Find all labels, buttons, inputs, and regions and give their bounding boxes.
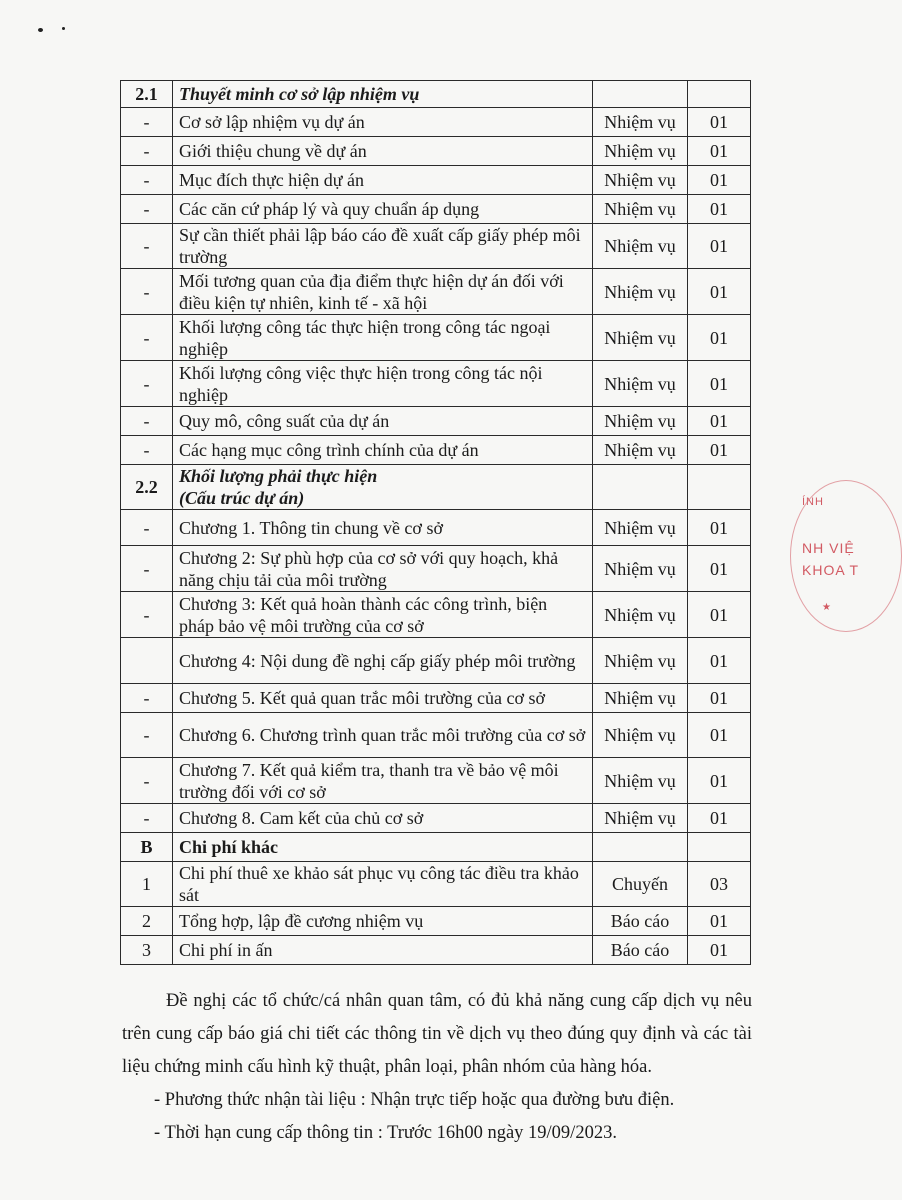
row-description: Mối tương quan của địa điểm thực hiện dự án đối với điều kiện tự nhiên, kinh tế - xã hội [173, 269, 593, 315]
table-row [121, 361, 751, 407]
row-description: Khối lượng công tác thực hiện trong công tác ngoại nghiệp [173, 315, 593, 361]
row-number: - [121, 269, 173, 315]
row-number: - [121, 436, 173, 465]
row-quantity: 01 [688, 684, 751, 713]
row-quantity [688, 465, 751, 510]
red-seal-stamp: ÍNH NH VIỆ KHOA T ★ [780, 480, 860, 640]
row-unit: Báo cáo [593, 936, 688, 965]
scan-speck [38, 28, 43, 32]
request-text: Đề nghị các tổ chức/cá nhân quan tâm, có đủ khả năng cung cấp dịch vụ nêu trên cung cấp báo giá chi tiết các thông tin về dịch vụ theo đúng quy định và các tài liệu chứng minh cấu hình kỹ thuật, phân loại, phân nhóm của hàng hóa. [122, 991, 752, 1077]
row-unit: Chuyến [593, 862, 688, 907]
table-row [121, 315, 751, 361]
table-row [121, 465, 751, 510]
table-row [121, 510, 751, 546]
table-row [121, 137, 751, 166]
row-description: Chương 1. Thông tin chung về cơ sở [173, 510, 593, 546]
table-row [121, 907, 751, 936]
row-number: - [121, 713, 173, 758]
row-unit: Nhiệm vụ [593, 269, 688, 315]
row-unit: Nhiệm vụ [593, 166, 688, 195]
row-number: - [121, 684, 173, 713]
row-unit: Nhiệm vụ [593, 407, 688, 436]
row-description: Chương 5. Kết quả quan trắc môi trường của cơ sở [173, 684, 593, 713]
table-row [121, 224, 751, 269]
row-description: Chương 6. Chương trình quan trắc môi trường của cơ sở [173, 713, 593, 758]
table-row [121, 833, 751, 862]
row-number: 1 [121, 862, 173, 907]
table-row [121, 638, 751, 684]
row-quantity: 01 [688, 546, 751, 592]
row-quantity: 01 [688, 510, 751, 546]
row-quantity: 01 [688, 166, 751, 195]
row-unit: Nhiệm vụ [593, 592, 688, 638]
row-unit [593, 81, 688, 108]
row-number: - [121, 758, 173, 804]
row-unit: Nhiệm vụ [593, 137, 688, 166]
row-unit: Nhiệm vụ [593, 108, 688, 137]
row-unit: Nhiệm vụ [593, 510, 688, 546]
row-description: Chương 4: Nội dung đề nghị cấp giấy phép môi trường [173, 638, 593, 684]
row-description: Cơ sở lập nhiệm vụ dự án [173, 108, 593, 137]
row-number: 2.2 [121, 465, 173, 510]
row-unit: Nhiệm vụ [593, 713, 688, 758]
request-paragraph [122, 985, 752, 1084]
row-description: Chi phí khác [173, 833, 593, 862]
row-number [121, 638, 173, 684]
row-description: Chi phí in ấn [173, 936, 593, 965]
row-description: Các hạng mục công trình chính của dự án [173, 436, 593, 465]
row-description: Mục đích thực hiện dự án [173, 166, 593, 195]
row-quantity: 01 [688, 713, 751, 758]
row-quantity: 01 [688, 108, 751, 137]
row-quantity [688, 81, 751, 108]
row-description: Giới thiệu chung về dự án [173, 137, 593, 166]
row-description: Chương 8. Cam kết của chủ cơ sở [173, 804, 593, 833]
row-unit: Nhiệm vụ [593, 315, 688, 361]
row-unit: Nhiệm vụ [593, 224, 688, 269]
row-unit: Nhiệm vụ [593, 361, 688, 407]
table-row [121, 804, 751, 833]
row-number: - [121, 195, 173, 224]
row-description: Quy mô, công suất của dự án [173, 407, 593, 436]
row-unit: Nhiệm vụ [593, 195, 688, 224]
table-row [121, 936, 751, 965]
row-unit [593, 833, 688, 862]
row-quantity: 01 [688, 638, 751, 684]
row-description: Chương 7. Kết quả kiểm tra, thanh tra về bảo vệ môi trường đối với cơ sở [173, 758, 593, 804]
row-number: 3 [121, 936, 173, 965]
row-number: - [121, 137, 173, 166]
table-row [121, 108, 751, 137]
table-row [121, 166, 751, 195]
row-quantity: 01 [688, 195, 751, 224]
row-number: - [121, 546, 173, 592]
row-description: Khối lượng công việc thực hiện trong công tác nội nghiệp [173, 361, 593, 407]
row-quantity: 01 [688, 137, 751, 166]
table-row [121, 195, 751, 224]
row-number: - [121, 407, 173, 436]
row-quantity: 01 [688, 315, 751, 361]
row-number: - [121, 804, 173, 833]
row-number: - [121, 592, 173, 638]
table-row [121, 436, 751, 465]
row-number: 2.1 [121, 81, 173, 108]
row-unit: Nhiệm vụ [593, 804, 688, 833]
row-number: - [121, 361, 173, 407]
table-row [121, 713, 751, 758]
row-unit: Nhiệm vụ [593, 546, 688, 592]
row-quantity [688, 833, 751, 862]
row-number: - [121, 224, 173, 269]
table-row [121, 684, 751, 713]
table-row [121, 81, 751, 108]
row-description: Chương 2: Sự phù hợp của cơ sở với quy hoạch, khả năng chịu tải của môi trường [173, 546, 593, 592]
table-row [121, 592, 751, 638]
row-quantity: 01 [688, 224, 751, 269]
row-description: Chương 3: Kết quả hoàn thành các công trình, biện pháp bảo vệ môi trường của cơ sở [173, 592, 593, 638]
table-row [121, 407, 751, 436]
table-row [121, 546, 751, 592]
row-description: Tổng hợp, lập đề cương nhiệm vụ [173, 907, 593, 936]
row-quantity: 01 [688, 407, 751, 436]
row-unit: Nhiệm vụ [593, 684, 688, 713]
row-quantity: 01 [688, 361, 751, 407]
row-unit: Nhiệm vụ [593, 638, 688, 684]
row-description: Các căn cứ pháp lý và quy chuẩn áp dụng [173, 195, 593, 224]
row-quantity: 01 [688, 436, 751, 465]
row-unit: Nhiệm vụ [593, 436, 688, 465]
row-number: 2 [121, 907, 173, 936]
row-description: Thuyết minh cơ sở lập nhiệm vụ [173, 81, 593, 108]
row-description: Chi phí thuê xe khảo sát phục vụ công tác điều tra khảo sát [173, 862, 593, 907]
row-number: - [121, 166, 173, 195]
method-line: - Phương thức nhận tài liệu : Nhận trực tiếp hoặc qua đường bưu điện. [154, 1090, 675, 1110]
row-description: Sự cần thiết phải lập báo cáo đề xuất cấp giấy phép môi trường [173, 224, 593, 269]
table-row [121, 758, 751, 804]
scan-speck [62, 27, 65, 30]
row-unit: Nhiệm vụ [593, 758, 688, 804]
row-quantity: 03 [688, 862, 751, 907]
row-unit: Báo cáo [593, 907, 688, 936]
services-table [120, 80, 751, 965]
row-quantity: 01 [688, 804, 751, 833]
row-quantity: 01 [688, 269, 751, 315]
row-description: Khối lượng phải thực hiện (Cấu trúc dự án) [173, 465, 593, 510]
row-number: - [121, 510, 173, 546]
row-unit [593, 465, 688, 510]
table-row [121, 862, 751, 907]
table-row [121, 269, 751, 315]
row-number: B [121, 833, 173, 862]
row-quantity: 01 [688, 936, 751, 965]
deadline-line: - Thời hạn cung cấp thông tin : Trước 16h00 ngày 19/09/2023. [154, 1123, 617, 1143]
row-quantity: 01 [688, 907, 751, 936]
row-number: - [121, 315, 173, 361]
row-quantity: 01 [688, 758, 751, 804]
row-number: - [121, 108, 173, 137]
row-quantity: 01 [688, 592, 751, 638]
